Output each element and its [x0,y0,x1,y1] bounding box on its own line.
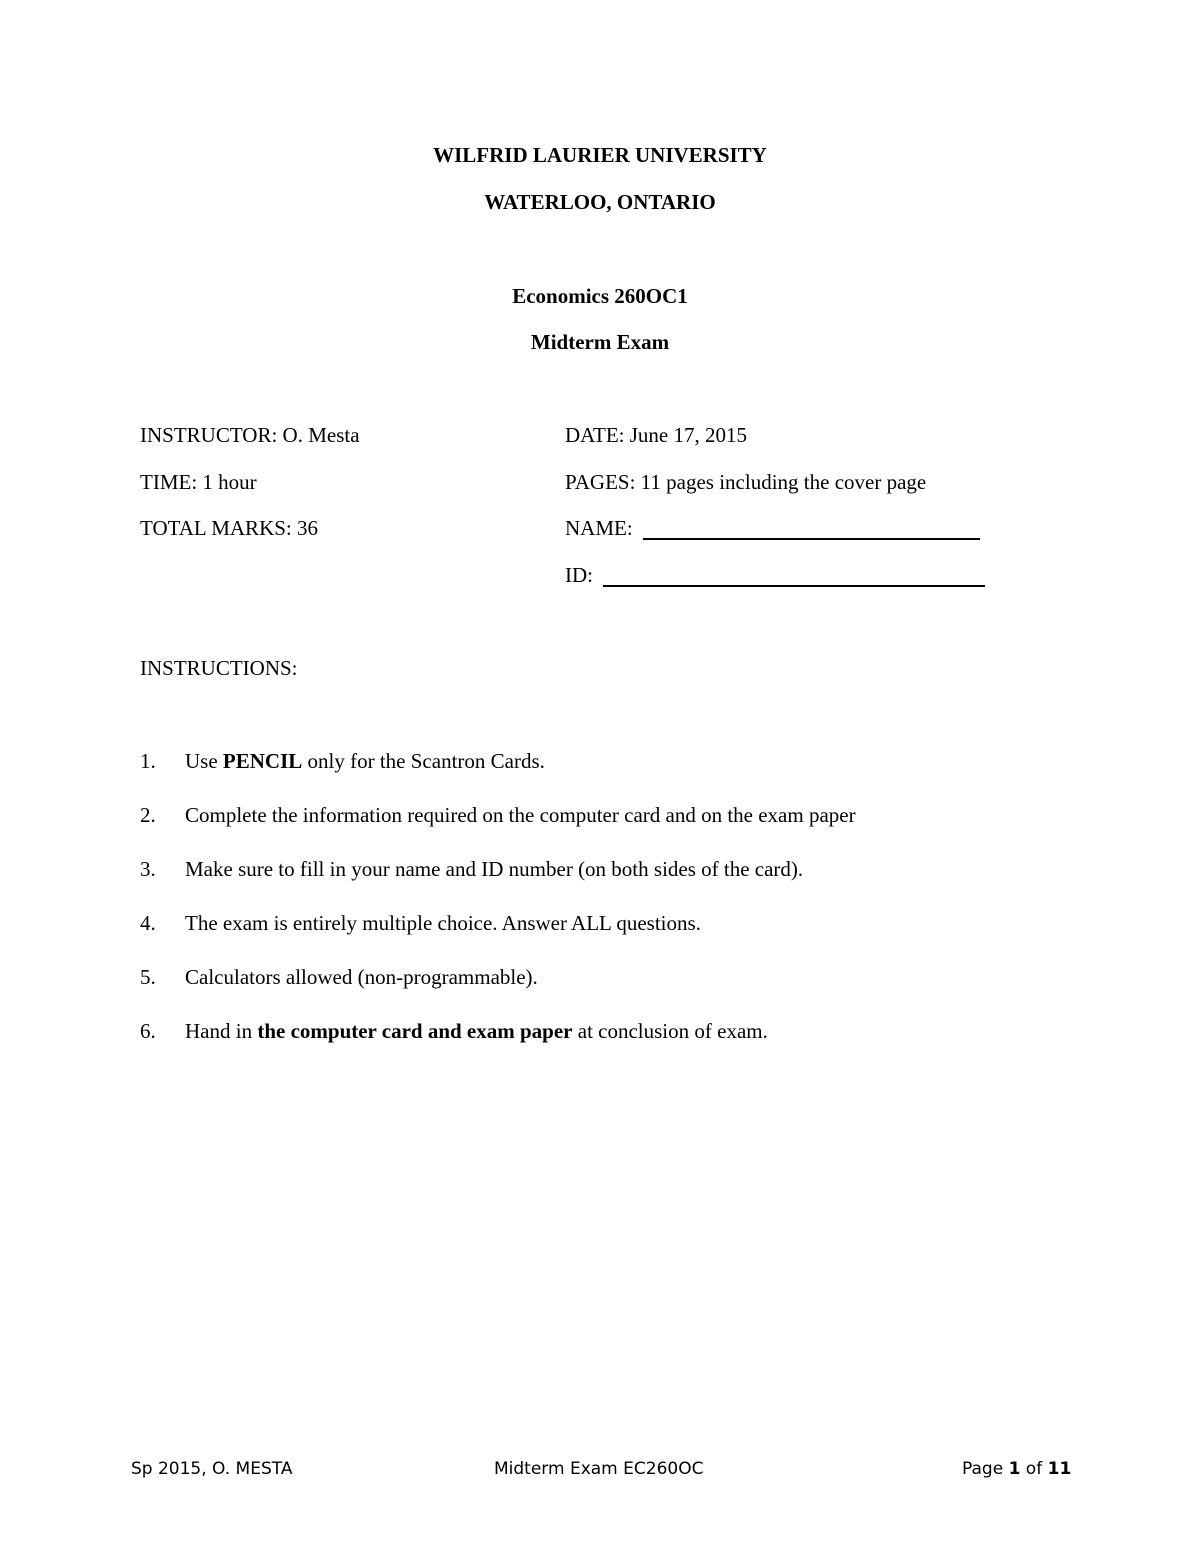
id-blank-line[interactable] [603,565,985,587]
university-name: WILFRID LAURIER UNIVERSITY [433,143,767,167]
instruction-number: 4. [140,911,156,935]
exam-title: Midterm Exam [530,330,670,354]
footer-center: Midterm Exam EC260OC [494,1459,704,1479]
instruction-number: 3. [140,857,156,881]
id-label: ID: [565,563,593,587]
name-field [565,516,980,540]
instructor-field: INSTRUCTOR: O. Mesta [140,423,360,447]
time-field: TIME: 1 hour [140,470,257,494]
instruction-number: 5. [140,965,156,989]
instruction-number: 1. [140,749,156,773]
instruction-item: 1. Use PENCIL only for the Scantron Cards. [140,749,545,773]
footer-page-number: Page 1 of 11 [962,1459,1072,1479]
instruction-item: 5. Calculators allowed (non-programmable). [140,965,538,989]
footer-left: Sp 2015, O. MESTA [131,1459,293,1479]
instruction-item: 3. Make sure to fill in your name and ID number (on both sides of the card). [140,857,804,881]
name-label: NAME: [565,516,633,540]
pages-field: PAGES: 11 pages including the cover page [565,470,927,494]
instruction-number: 2. [140,803,156,827]
instruction-item: 4. The exam is entirely multiple choice. Answer ALL questions. [140,911,701,935]
instruction-item: 2. Complete the information required on the computer card and on the exam paper [140,803,856,827]
instructions-heading: INSTRUCTIONS: [140,656,298,680]
id-field [565,563,985,587]
total-marks-field: TOTAL MARKS: 36 [140,516,318,540]
date-field: DATE: June 17, 2015 [565,423,747,447]
university-location: WATERLOO, ONTARIO [484,190,716,214]
name-blank-line[interactable] [643,518,980,540]
course-title: Economics 260OC1 [512,284,688,308]
instruction-number: 6. [140,1019,156,1043]
instruction-item: 6. Hand in the computer card and exam paper at conclusion of exam. [140,1019,768,1043]
